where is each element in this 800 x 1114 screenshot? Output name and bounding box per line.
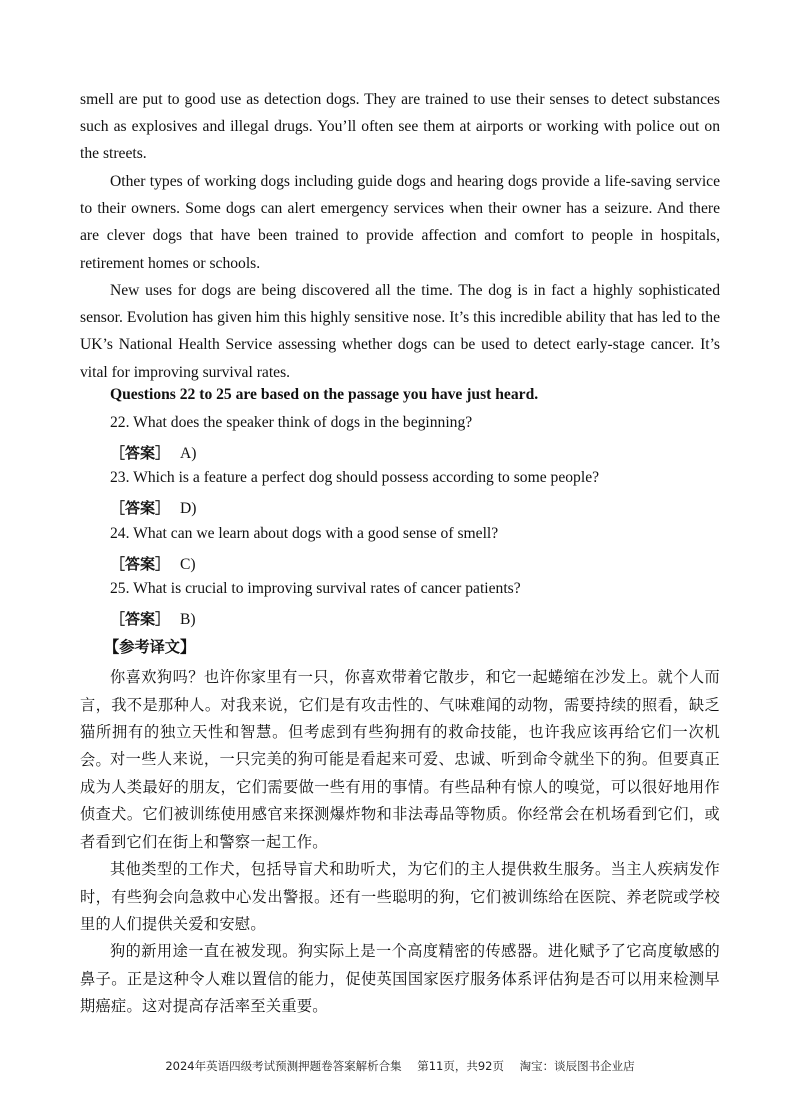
answer-label: ［答案］ <box>110 610 171 628</box>
translation-paragraph-4: 狗的新用途一直在被发现。狗实际上是一个高度精密的传感器。进化赋予了它高度敏感的鼻子。正是这种令人难以置信的能力，促使英国国家医疗服务体系评估狗是否可以用来检测早期癌症。这对提高存活率至关重要。 <box>80 942 720 1016</box>
footer-page-number: 第11页，共92页 <box>417 1059 505 1073</box>
answer-24 <box>110 553 196 574</box>
answer-label: ［答案］ <box>110 444 171 462</box>
footer-shop: 淘宝：谈辰图书企业店 <box>519 1059 635 1073</box>
answer-label: ［答案］ <box>110 499 171 517</box>
translation-heading: 【参考译文】 <box>104 638 196 656</box>
translation-paragraph-3: 其他类型的工作犬，包括导盲犬和助听犬，为它们的主人提供救生服务。当主人疾病发作时，有些狗会向急救中心发出警报。还有一些聪明的狗，它们被训练给在医院、养老院或学校里的人们提供关爱和安慰。 <box>80 860 720 934</box>
answer-23 <box>110 497 196 518</box>
answer-value: B) <box>180 611 196 628</box>
translation-paragraph-1: 你喜欢狗吗？也许你家里有一只，你喜欢带着它散步，和它一起蜷缩在沙发上。就个人而言，我不是那种人。对我来说，它们是有攻击性的、气味难闻的动物，需要持续的照看，缺乏猫所拥有的独立天性和智慧。但考虑到有些狗拥有的救命技能，也许我应该再给它们一次机会。 <box>80 668 720 769</box>
passage-paragraph-3: New uses for dogs are being discovered all the time. The dog is in fact a highly sophisticated sensor. Evolution has given him this highly sensitive nose. It’s this incredible ability that has led to the UK’s National Health Service assessing whether dogs can be used to detect early-stage cancer. It’s vital for improving survival rates. <box>80 282 720 381</box>
answer-value: A) <box>180 445 197 462</box>
answer-25 <box>110 608 196 629</box>
answer-value: D) <box>180 500 197 517</box>
answer-22 <box>110 442 196 463</box>
question-22: 22. What does the speaker think of dogs in the beginning? <box>110 414 473 431</box>
question-25: 25. What is crucial to improving survival rates of cancer patients? <box>110 580 521 597</box>
questions-heading: Questions 22 to 25 are based on the passage you have just heard. <box>110 386 539 403</box>
passage-paragraph-2: Other types of working dogs including guide dogs and hearing dogs provide a life-saving service to their owners. Some dogs can alert emergency services when their owner has a seizure. And there are clever dogs that have been trained to provide affection and comfort to people in hospitals, retirement homes or schools. <box>80 173 720 272</box>
question-24: 24. What can we learn about dogs with a good sense of smell? <box>110 525 499 542</box>
translation-paragraph-2: 对一些人来说，一只完美的狗可能是看起来可爱、忠诚、听到命令就坐下的狗。但要真正成为人类最好的朋友，它们需要做一些有用的事情。有些品种有惊人的嗅觉，可以很好地用作侦查犬。它们被训练使用感官来探测爆炸物和非法毒品等物质。你经常会在机场看到它们，或者看到它们在街上和警察一起工作。 <box>80 750 720 851</box>
page-footer <box>0 1058 800 1074</box>
passage-paragraph-1-tail: smell are put to good use as detection dogs. They are trained to use their senses to detect substances such as explosives and illegal drugs. You’ll often see them at airports or working with police out on the streets. <box>80 91 720 163</box>
footer-title: 2024年英语四级考试预测押题卷答案解析合集 <box>165 1059 402 1073</box>
answer-label: ［答案］ <box>110 555 171 573</box>
question-23: 23. Which is a feature a perfect dog should possess according to some people? <box>110 469 600 486</box>
answer-value: C) <box>180 556 196 573</box>
